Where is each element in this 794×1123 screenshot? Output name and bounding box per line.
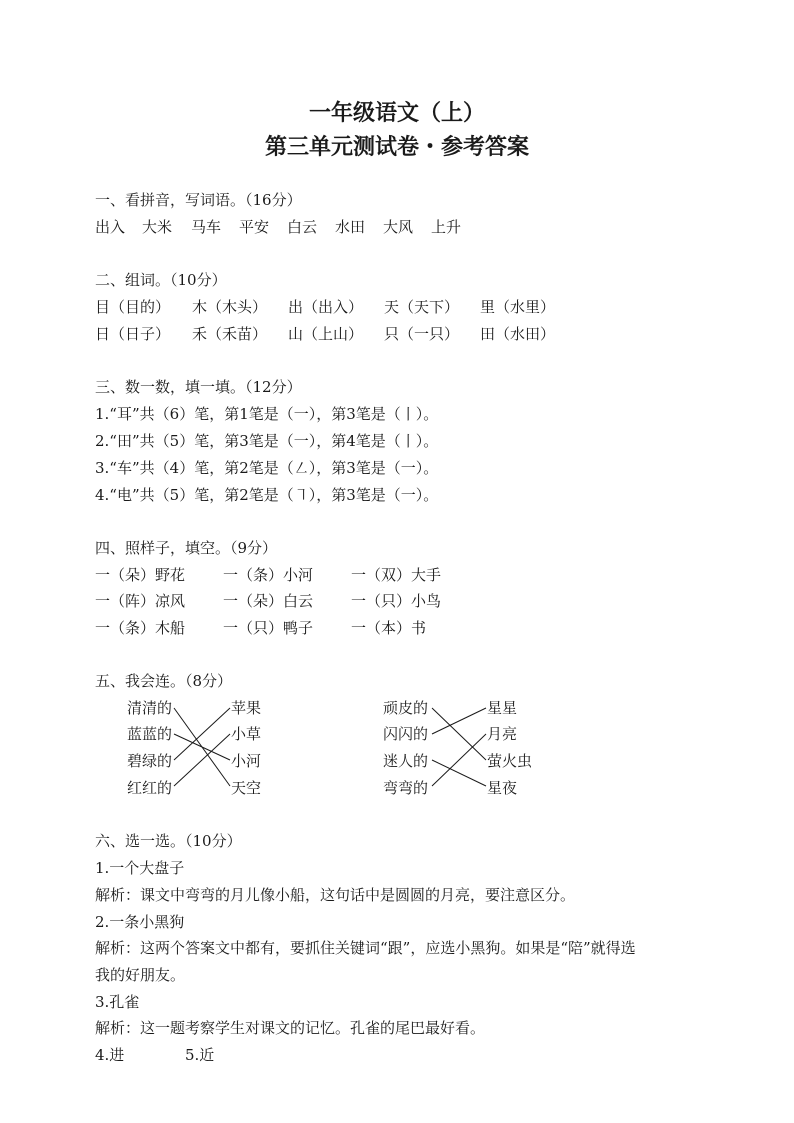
question-answer: 1.一个大盘子 xyxy=(95,859,185,877)
word-group: 禾（禾苗） xyxy=(192,325,268,343)
word: 大米 xyxy=(142,218,173,236)
word-group: 山（上山） xyxy=(288,325,364,343)
match-left-item: 弯弯的 xyxy=(383,779,429,797)
word: 平安 xyxy=(239,218,270,236)
match-line xyxy=(432,708,486,734)
section6-heading: 六、选一选。（10分） xyxy=(95,832,242,850)
explanation: 我的好朋友。 xyxy=(95,966,186,984)
measure-word: 一（条）小河 xyxy=(223,566,314,584)
question-answer: 3.孔雀 xyxy=(95,993,140,1011)
measure-word: 一（只）鸭子 xyxy=(223,619,314,637)
match-line xyxy=(432,708,486,760)
page-title: 一年级语文（上） xyxy=(308,101,485,126)
match-line xyxy=(174,708,230,786)
stroke-item: 4.“电”共（5）笔，第2笔是（㇕），第3笔是（一）。 xyxy=(95,486,439,504)
word: 上升 xyxy=(431,218,462,236)
section3-heading: 三、数一数，填一填。（12分） xyxy=(95,378,302,396)
match-line xyxy=(174,734,230,760)
word: 出入 xyxy=(95,218,126,236)
stroke-item: 2.“田”共（5）笔，第3笔是（一），第4笔是（丨）。 xyxy=(95,432,439,450)
word: 大风 xyxy=(383,218,414,236)
match-left-item: 清清的 xyxy=(127,699,173,717)
word-group: 木（木头） xyxy=(192,298,268,316)
match-right-item: 星夜 xyxy=(487,779,518,797)
question-answer: 5.近 xyxy=(185,1046,215,1064)
match-line xyxy=(432,734,486,786)
question-answer: 4.进 xyxy=(95,1046,125,1064)
word-group: 里（水里） xyxy=(480,298,556,316)
match-left-item: 闪闪的 xyxy=(383,725,429,743)
match-right-item: 小河 xyxy=(231,752,262,770)
page-subtitle: 第三单元测试卷・参考答案 xyxy=(264,135,529,160)
match-left-item: 碧绿的 xyxy=(127,752,173,770)
section2-heading: 二、组词。（10分） xyxy=(95,271,227,289)
word: 白云 xyxy=(287,218,318,236)
measure-word: 一（朵）野花 xyxy=(95,566,186,584)
match-right-item: 萤火虫 xyxy=(487,752,533,770)
section1-heading: 一、看拼音，写词语。（16分） xyxy=(95,191,302,209)
match-right-item: 小草 xyxy=(231,725,262,743)
measure-word: 一（只）小鸟 xyxy=(351,592,442,610)
explanation: 解析：这两个答案文中都有，要抓住关键词“跟”，应选小黑狗。如果是“陪”就得选 xyxy=(95,939,636,957)
measure-word: 一（双）大手 xyxy=(351,566,442,584)
stroke-item: 1.“耳”共（6）笔，第1笔是（一），第3笔是（丨）。 xyxy=(95,405,439,423)
match-right-item: 月亮 xyxy=(487,725,518,743)
measure-word: 一（本）书 xyxy=(351,619,427,637)
word-group: 田（水田） xyxy=(480,325,556,343)
word-group: 目（目的） xyxy=(95,298,171,316)
word: 水田 xyxy=(335,218,366,236)
measure-word: 一（条）木船 xyxy=(95,619,186,637)
match-line xyxy=(432,760,486,786)
match-right-item: 天空 xyxy=(231,779,262,797)
word-group: 天（天下） xyxy=(384,298,460,316)
match-left-item: 顽皮的 xyxy=(383,699,429,717)
question-answer: 2.一条小黑狗 xyxy=(95,913,185,931)
stroke-item: 3.“车”共（4）笔，第2笔是（㇜），第3笔是（一）。 xyxy=(95,459,439,477)
word-group: 日（日子） xyxy=(95,325,171,343)
word-group: 出（出入） xyxy=(288,298,364,316)
match-left-item: 蓝蓝的 xyxy=(127,725,173,743)
measure-word: 一（阵）凉风 xyxy=(95,592,186,610)
match-right-item: 苹果 xyxy=(231,699,262,717)
measure-word: 一（朵）白云 xyxy=(223,592,314,610)
match-line xyxy=(174,734,230,786)
section5-heading: 五、我会连。（8分） xyxy=(95,672,233,690)
explanation: 解析：这一题考察学生对课文的记忆。孔雀的尾巴最好看。 xyxy=(95,1019,486,1037)
match-right-item: 星星 xyxy=(487,699,518,717)
word: 马车 xyxy=(191,218,222,236)
section4-heading: 四、照样子，填空。（9分） xyxy=(95,539,278,557)
match-left-item: 红红的 xyxy=(127,779,173,797)
match-line xyxy=(174,708,230,760)
match-left-item: 迷人的 xyxy=(383,752,429,770)
explanation: 解析：课文中弯弯的月儿像小船，这句话中是圆圆的月亮，要注意区分。 xyxy=(95,886,576,904)
word-group: 只（一只） xyxy=(384,325,460,343)
